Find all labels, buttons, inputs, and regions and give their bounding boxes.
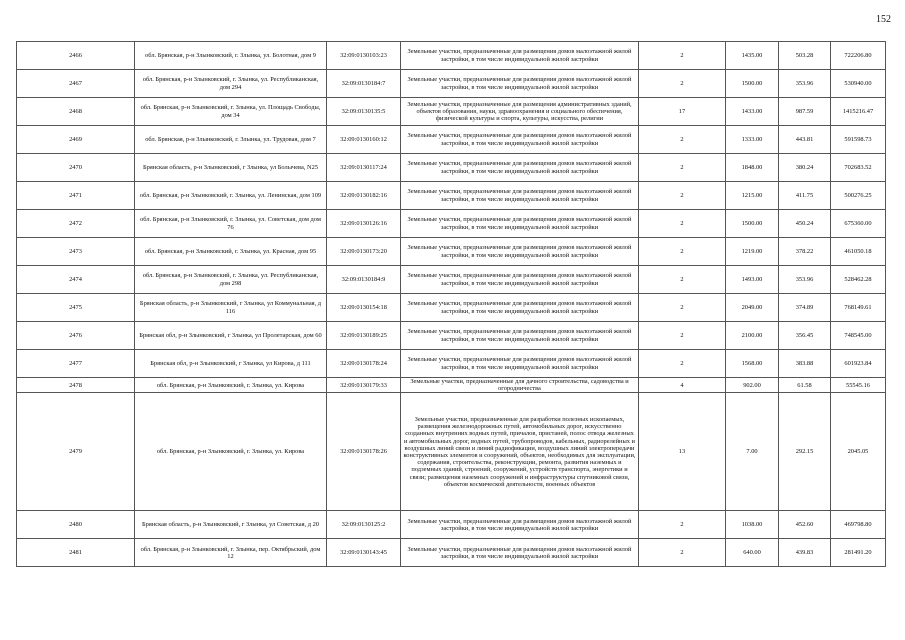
cadastral-value-cell: 500276.25 — [831, 182, 886, 210]
area-cell: 2049.00 — [726, 294, 779, 322]
group-cell: 2 — [639, 70, 726, 98]
cadastral-value-table — [16, 41, 886, 567]
row-number: 2466 — [17, 42, 135, 70]
land-use-cell: Земельные участки, предназначенные для размещения домов малоэтажной жилой застройки, в том числе индивидуальной жилой застройки — [401, 350, 639, 378]
area-cell: 1848.00 — [726, 154, 779, 182]
group-cell: 13 — [639, 393, 726, 511]
land-use-cell: Земельные участки, предназначенные для размещения домов малоэтажной жилой застройки, в том числе индивидуальной жилой застройки — [401, 539, 639, 567]
specific-value-cell: 374.89 — [779, 294, 831, 322]
group-cell: 2 — [639, 266, 726, 294]
area-cell: 1500.00 — [726, 70, 779, 98]
cadastral-number-cell: 32:09:0130182:16 — [327, 182, 401, 210]
address-cell: обл. Брянская, р-н Злынковский, г. Злынка, ул. Советская, дом дом 76 — [135, 210, 327, 238]
land-use-cell: Земельные участки, предназначенные для разработки полезных ископаемых, размещения железнодорожных путей, автомобильных дорог, искусственно созданных внутренних водных путей, причалов, пристаней, полос отвода железных и автомобильных дорог, водных путей, трубопроводов, кабельных, радиорелейных и воздушных линий связи и линий радиофикации, воздушных линий электропередачи конструктивных элементов и сооружений, объектов, необходимых для эксплуатации, содержания, строительства, реконструкции, ремонта, развития наземных и подземных зданий, строений, сооружений, устройств транспорта, энергетики и связи; размещения наземных сооружений и инфраструктуры спутниковой связи, объектов космической деятельности, военных объектов — [401, 393, 639, 511]
row-number: 2474 — [17, 266, 135, 294]
area-cell: 1493.00 — [726, 266, 779, 294]
cadastral-number-cell: 32:09:0130178:26 — [327, 393, 401, 511]
land-use-cell: Земельные участки, предназначенные для размещения домов малоэтажной жилой застройки, в том числе индивидуальной жилой застройки — [401, 210, 639, 238]
table-row — [17, 98, 886, 126]
group-cell: 17 — [639, 98, 726, 126]
cadastral-value-cell: 591598.73 — [831, 126, 886, 154]
table-row — [17, 154, 886, 182]
area-cell: 2100.00 — [726, 322, 779, 350]
land-use-cell: Земельные участки, предназначенные для размещения домов малоэтажной жилой застройки, в том числе индивидуальной жилой застройки — [401, 42, 639, 70]
row-number: 2473 — [17, 238, 135, 266]
table-row — [17, 539, 886, 567]
specific-value-cell: 353.96 — [779, 70, 831, 98]
group-cell: 2 — [639, 294, 726, 322]
row-number: 2477 — [17, 350, 135, 378]
cadastral-number-cell: 32:09:0130179:33 — [327, 378, 401, 393]
cadastral-value-cell: 722206.80 — [831, 42, 886, 70]
land-use-cell: Земельные участки, предназначенные для размещения домов малоэтажной жилой застройки, в том числе индивидуальной жилой застройки — [401, 70, 639, 98]
group-cell: 2 — [639, 42, 726, 70]
table-row — [17, 42, 886, 70]
table-row — [17, 350, 886, 378]
cadastral-number-cell: 32:09:0130154:18 — [327, 294, 401, 322]
specific-value-cell: 443.81 — [779, 126, 831, 154]
area-cell: 1568.00 — [726, 350, 779, 378]
cadastral-number-cell: 32:09:0130184:9 — [327, 266, 401, 294]
group-cell: 2 — [639, 154, 726, 182]
address-cell: обл. Брянская, р-н Злынковский, г. Злынка, ул. Трудовая, дом 7 — [135, 126, 327, 154]
table-row — [17, 294, 886, 322]
cadastral-number-cell: 32:09:0130189:25 — [327, 322, 401, 350]
row-number: 2475 — [17, 294, 135, 322]
group-cell: 4 — [639, 378, 726, 393]
specific-value-cell: 452.60 — [779, 511, 831, 539]
address-cell: обл. Брянская, р-н Злынковский, г. Злынка, ул. Кирова — [135, 378, 327, 393]
table-row — [17, 126, 886, 154]
land-use-cell: Земельные участки, предназначенные для размещения домов малоэтажной жилой застройки, в том числе индивидуальной жилой застройки — [401, 266, 639, 294]
land-use-cell: Земельные участки, предназначенные для размещения домов малоэтажной жилой застройки, в том числе индивидуальной жилой застройки — [401, 238, 639, 266]
area-cell: 1333.00 — [726, 126, 779, 154]
area-cell: 1219.00 — [726, 238, 779, 266]
cadastral-number-cell: 32:09:0130135:5 — [327, 98, 401, 126]
address-cell: Брянская область, р-н Злынковский, г Злынка, ул Коммунальная, д 116 — [135, 294, 327, 322]
cadastral-number-cell: 32:09:0130160:12 — [327, 126, 401, 154]
page-number: 152 — [876, 14, 891, 25]
land-use-cell: Земельные участки, предназначенные для размещения домов малоэтажной жилой застройки, в том числе индивидуальной жилой застройки — [401, 511, 639, 539]
address-cell: обл. Брянская, р-н Злынковский, г. Злынка, ул. Площадь Свободы, дом 34 — [135, 98, 327, 126]
address-cell: Брянская обл, р-н Злынковский, г Злынка, ул Кирова, д 111 — [135, 350, 327, 378]
specific-value-cell: 439.83 — [779, 539, 831, 567]
cadastral-value-cell: 528462.28 — [831, 266, 886, 294]
cadastral-number-cell: 32:09:0130173:20 — [327, 238, 401, 266]
land-use-cell: Земельные участки, предназначенные для размещения домов малоэтажной жилой застройки, в том числе индивидуальной жилой застройки — [401, 322, 639, 350]
land-use-cell: Земельные участки, предназначенные для размещения домов малоэтажной жилой застройки, в том числе индивидуальной жилой застройки — [401, 294, 639, 322]
area-cell: 902.00 — [726, 378, 779, 393]
specific-value-cell: 292.15 — [779, 393, 831, 511]
specific-value-cell: 383.88 — [779, 350, 831, 378]
group-cell: 2 — [639, 238, 726, 266]
specific-value-cell: 353.96 — [779, 266, 831, 294]
table-row — [17, 378, 886, 393]
table-row — [17, 70, 886, 98]
specific-value-cell: 503.28 — [779, 42, 831, 70]
land-use-cell: Земельные участки, предназначенные для размещения административных зданий, объектов образования, науки, здравоохранения и социального обеспечения, физической культуры и спорта, культуры, искусства, религии — [401, 98, 639, 126]
cadastral-value-cell: 675360.00 — [831, 210, 886, 238]
area-cell: 1435.00 — [726, 42, 779, 70]
address-cell: обл. Брянская, р-н Злынковский, г. Злынка, ул. Республиканская, дом 294 — [135, 70, 327, 98]
group-cell: 2 — [639, 210, 726, 238]
specific-value-cell: 378.22 — [779, 238, 831, 266]
address-cell: обл. Брянская, р-н Злынковский, г. Злынка, ул. Кирова — [135, 393, 327, 511]
table-row — [17, 182, 886, 210]
cadastral-value-cell: 768149.61 — [831, 294, 886, 322]
address-cell: обл. Брянская, р-н Злынковский, г. Злынка, пер. Октябрьский, дом 12 — [135, 539, 327, 567]
specific-value-cell: 380.24 — [779, 154, 831, 182]
row-number: 2472 — [17, 210, 135, 238]
address-cell: обл. Брянская, р-н Злынковский, г. Злынка, ул. Ленинская, дом 109 — [135, 182, 327, 210]
cadastral-value-cell: 601923.84 — [831, 350, 886, 378]
cadastral-value-cell: 469798.80 — [831, 511, 886, 539]
group-cell: 2 — [639, 322, 726, 350]
row-number: 2479 — [17, 393, 135, 511]
specific-value-cell: 61.58 — [779, 378, 831, 393]
cadastral-value-cell: 702683.52 — [831, 154, 886, 182]
cadastral-value-cell: 530940.00 — [831, 70, 886, 98]
table-row — [17, 210, 886, 238]
cadastral-number-cell: 32:09:0130178:24 — [327, 350, 401, 378]
address-cell: обл. Брянская, р-н Злынковский, г. Злынка, ул. Красная, дом 95 — [135, 238, 327, 266]
land-use-cell: Земельные участки, предназначенные для размещения домов малоэтажной жилой застройки, в том числе индивидуальной жилой застройки — [401, 154, 639, 182]
group-cell: 2 — [639, 539, 726, 567]
cadastral-number-cell: 32:09:0130125:2 — [327, 511, 401, 539]
specific-value-cell: 356.45 — [779, 322, 831, 350]
row-number: 2470 — [17, 154, 135, 182]
row-number: 2467 — [17, 70, 135, 98]
address-cell: обл. Брянская, р-н Злынковский, г. Злынка, ул. Болотная, дом 9 — [135, 42, 327, 70]
area-cell: 1215.00 — [726, 182, 779, 210]
group-cell: 2 — [639, 511, 726, 539]
cadastral-value-cell: 2045.05 — [831, 393, 886, 511]
area-cell: 7.00 — [726, 393, 779, 511]
group-cell: 2 — [639, 350, 726, 378]
row-number: 2478 — [17, 378, 135, 393]
table-row — [17, 322, 886, 350]
table-row — [17, 238, 886, 266]
land-use-cell: Земельные участки, предназначенные для дачного строительства, садоводства и огородничества — [401, 378, 639, 393]
cadastral-value-cell: 55545.16 — [831, 378, 886, 393]
land-use-cell: Земельные участки, предназначенные для размещения домов малоэтажной жилой застройки, в том числе индивидуальной жилой застройки — [401, 126, 639, 154]
cadastral-number-cell: 32:09:0130103:23 — [327, 42, 401, 70]
land-use-cell: Земельные участки, предназначенные для размещения домов малоэтажной жилой застройки, в том числе индивидуальной жилой застройки — [401, 182, 639, 210]
area-cell: 1038.00 — [726, 511, 779, 539]
row-number: 2468 — [17, 98, 135, 126]
row-number: 2469 — [17, 126, 135, 154]
cadastral-number-cell: 32:09:0130184:7 — [327, 70, 401, 98]
cadastral-value-cell: 748545.00 — [831, 322, 886, 350]
cadastral-number-cell: 32:09:0130117:24 — [327, 154, 401, 182]
row-number: 2476 — [17, 322, 135, 350]
address-cell: Брянская область, р-н Злынковский, г Злынка, ул Советская, д 20 — [135, 511, 327, 539]
group-cell: 2 — [639, 182, 726, 210]
address-cell: обл. Брянская, р-н Злынковский, г. Злынка, ул. Республиканская, дом 298 — [135, 266, 327, 294]
row-number: 2471 — [17, 182, 135, 210]
table-row — [17, 393, 886, 511]
area-cell: 1433.00 — [726, 98, 779, 126]
area-cell: 1500.00 — [726, 210, 779, 238]
cadastral-value-cell: 281491.20 — [831, 539, 886, 567]
cadastral-value-cell: 461050.18 — [831, 238, 886, 266]
specific-value-cell: 450.24 — [779, 210, 831, 238]
row-number: 2480 — [17, 511, 135, 539]
specific-value-cell: 987.59 — [779, 98, 831, 126]
address-cell: Брянская область, р-н Злынковский, г Злынка, ул Болычева, N25 — [135, 154, 327, 182]
group-cell: 2 — [639, 126, 726, 154]
row-number: 2481 — [17, 539, 135, 567]
area-cell: 640.00 — [726, 539, 779, 567]
specific-value-cell: 411.75 — [779, 182, 831, 210]
address-cell: Брянская обл, р-н Злынковский, г Злынка, ул Пролетарская, дом 60 — [135, 322, 327, 350]
cadastral-value-cell: 1415216.47 — [831, 98, 886, 126]
cadastral-number-cell: 32:09:0130143:45 — [327, 539, 401, 567]
table-row — [17, 511, 886, 539]
cadastral-number-cell: 32:09:0130126:16 — [327, 210, 401, 238]
table-row — [17, 266, 886, 294]
